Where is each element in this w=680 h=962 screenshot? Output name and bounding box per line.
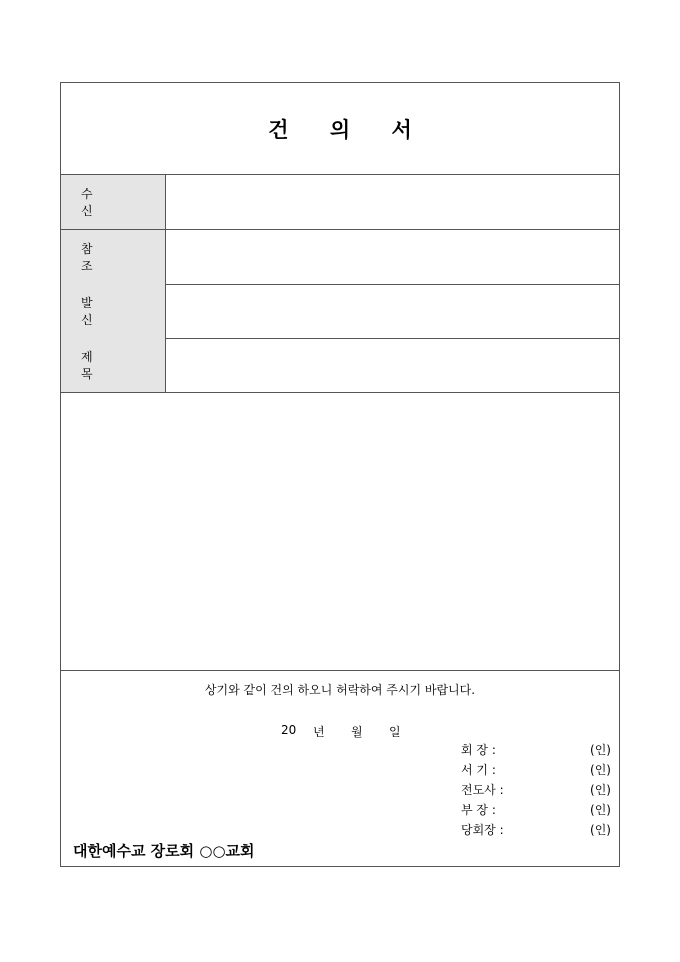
signature-evangelist: [461, 781, 611, 799]
body-content-area[interactable]: [61, 393, 619, 671]
recipient-value[interactable]: [166, 175, 619, 229]
signature-label: 당회장 :: [461, 823, 504, 837]
sender-value[interactable]: [166, 284, 619, 338]
recipient-label: 수 신: [61, 175, 166, 229]
signature-senior-pastor: [461, 821, 611, 839]
proposal-form: [60, 82, 620, 867]
form-title: 건 의 서: [268, 116, 429, 142]
footer: [61, 671, 619, 866]
title-row: [61, 83, 619, 175]
sender-label: 발 신: [61, 284, 166, 338]
date-day-unit: 일: [389, 725, 401, 739]
date-month-unit: 월: [351, 725, 363, 739]
church-name: 대한예수교 장로회 ○○교회: [73, 842, 255, 860]
signature-chairman: [461, 741, 611, 759]
signature-label: 부 장 :: [461, 803, 496, 817]
date-year-prefix: 20: [281, 723, 297, 737]
signature-label: 서 기 :: [461, 763, 496, 777]
field-row-reference: [61, 230, 619, 285]
reference-value[interactable]: [166, 230, 619, 284]
signature-director: [461, 801, 611, 819]
field-row-subject: [61, 338, 619, 393]
signature-label: 회 장 :: [461, 743, 496, 757]
seal-mark: (인): [590, 743, 611, 757]
seal-mark: (인): [590, 783, 611, 797]
field-row-sender: [61, 284, 619, 339]
seal-mark: (인): [590, 763, 611, 777]
reference-label: 참 조: [61, 230, 166, 284]
seal-mark: (인): [590, 803, 611, 817]
seal-mark: (인): [590, 823, 611, 837]
request-sentence: 상기와 같이 건의 하오니 허락하여 주시기 바랍니다.: [204, 683, 476, 697]
date-line: [281, 723, 401, 740]
field-row-recipient: [61, 175, 619, 230]
date-year-unit: 년: [313, 725, 325, 739]
signature-label: 전도사 :: [461, 783, 504, 797]
subject-label: 제 목: [61, 338, 166, 392]
signature-secretary: [461, 761, 611, 779]
subject-value[interactable]: [166, 338, 619, 392]
